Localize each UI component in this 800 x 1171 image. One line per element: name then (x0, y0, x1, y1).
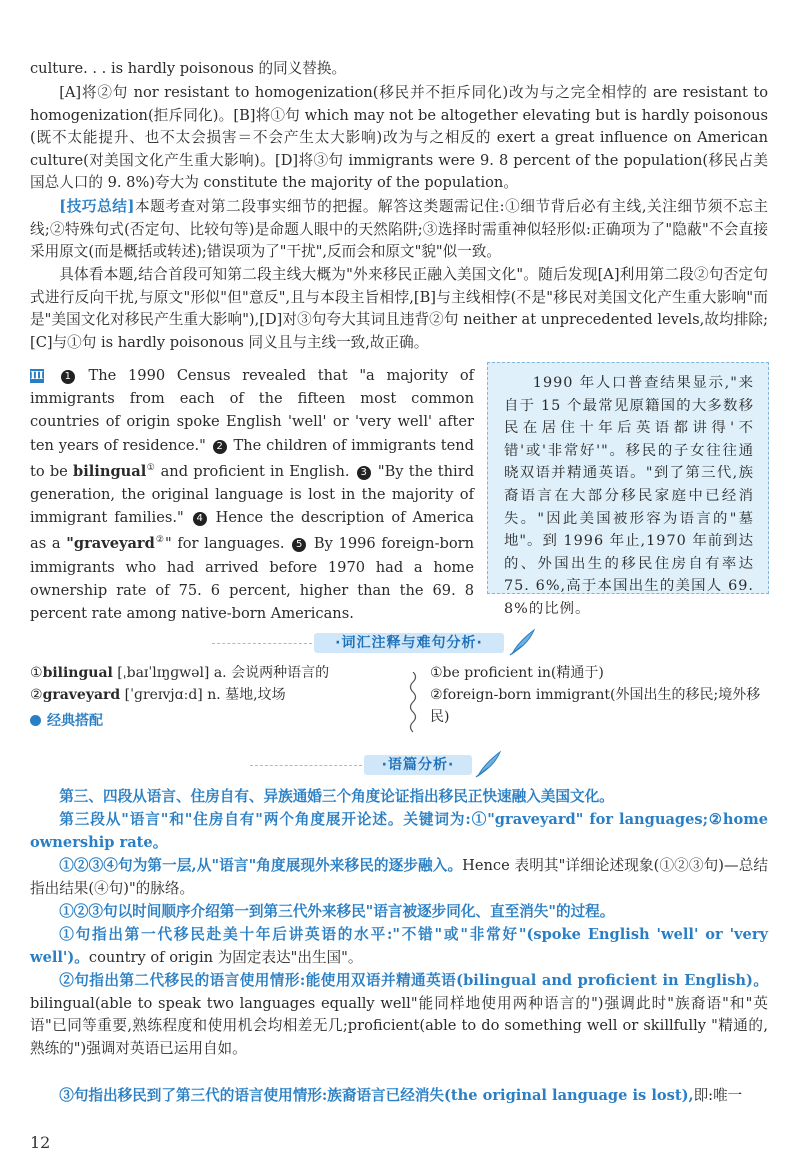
analysis-paragraph-5: ①句指出第一代移民赴美十年后讲英语的水平:"不错"或"非常好"(spoke English 'well' or 'very well')。country of origin 为固定表达"出生国"。 (30, 926, 768, 966)
phrase-entry-1: ①be proficient in(精通于) (430, 665, 604, 681)
passage-paragraph (30, 364, 474, 625)
top-line: culture. . . is hardly poisonous 的同义替换。 (30, 60, 347, 77)
bullet-dot-icon (30, 715, 41, 726)
translation-text: 1990 年人口普查结果显示,"来自于 15 个最常见原籍国的大多数移民在居住十年后英语都讲得'不错'或'非常好'"。移民的子女往往通晓双语并精通英语。"到了第三代,族裔语言在大部分移民家庭中已经消失。"因此美国被形容为语言的"墓地"。到 1996 年止,1970 年前到达的、外国出生的移民住房自有率达 75. 6%,高于本国出生的美国人 69. 8%的比例。 (504, 375, 754, 617)
tip-label: [技巧总结] (59, 198, 135, 215)
analysis-paragraph-7: ③句指出移民到了第三代的语言使用情形:族裔语言已经消失(the original language is lost),即:唯一 (59, 1087, 743, 1104)
sentence-number-5: 5 (292, 538, 306, 552)
phrase-entry-2: ②foreign-born immigrant(外国出生的移民;境外移民) (430, 687, 761, 725)
sentence-number-2: 2 (213, 440, 227, 454)
word-graveyard: "graveyard (66, 535, 155, 553)
footnote-mark-1: ① (146, 462, 156, 473)
page-number: 12 (30, 1133, 51, 1152)
quill-icon (474, 750, 504, 778)
sentence-3: "By the third generation, the original language is lost in the majority of immigrant families." (30, 462, 475, 527)
concrete-analysis-paragraph: 具体看本题,结合首段可知第二段主线大概为"外来移民正融入美国文化"。随后发现[A]利用第二段②句否定句式进行反向干扰,与原文"形似"但"意反",且与本段主旨相悖,[B]与主线相悖(不是"移民对美国文化产生重大影响"而是"美国文化对移民产生重大影响"),[D]对③句夸大其词且违背②句 neither at unprecedented levels,故均排除;[C]与①句 is hardly poisonous 同义且与主线一致,故正确。 (30, 266, 768, 351)
classic-collocation-label: 经典搭配 (30, 710, 103, 730)
sentence-number-1: 1 (61, 370, 75, 384)
sentence-number-4: 4 (193, 512, 207, 526)
sentence-number-3: 3 (357, 466, 371, 480)
analysis-paragraph-3: ①②③④句为第一层,从"语言"角度展现外来移民的逐步融入。Hence 表明其"详细论述现象(①②③句)—总结指出结果(④句)"的脉络。 (30, 857, 769, 897)
word-bilingual: bilingual (73, 462, 147, 480)
tip-text: 本题考查对第二段事实细节的把握。解答这类题需记住:①细节背后必有主线,关注细节须不忘主线;②特殊句式(否定句、比较句等)是命题人眼中的天然陷阱;③选择时需重神似轻形似:正确项为了"隐蔽"不会直接采用原文(而是概括或转述);错误项为了"干扰",反而会和原文"貌"似一致。 (30, 198, 769, 261)
vocab-header-title: ·词汇注释与难句分析· (314, 633, 504, 653)
translation-box (487, 362, 769, 617)
tip-paragraph (30, 196, 768, 264)
vocab-section-header (0, 628, 800, 656)
header-dash-left (212, 643, 312, 644)
option-analysis-paragraph: [A]将②句 nor resistant to homogenization(移民并不拒斥同化)改为与之完全相悖的 are resistant to homogenization(拒斥同化)。[B]将①句 which may not be altogether elevating but is hardly poisonous (既不太能提升、也不太会损害＝不会产生太大影响)改为与之相反的 exert a great influence on American culture(对美国文化产生重大影响)。[D]将③句 immigrants were 9. 8 percent of the population(移民占美国总人口的 9. 8%)夸大为 constitute the majority of the population。 (30, 84, 768, 192)
sentence-1: The 1990 Census revealed that "a majority of immigrants from each of the fifteen most common countries of origin spoke English 'well' or 'very well' after ten years of residence." (30, 367, 475, 454)
analysis-header-title: ·语篇分析· (364, 755, 472, 775)
analysis-paragraph-4: ①②③句以时间顺序介绍第一到第三代外来移民"语言被逐步同化、直至消失"的过程。 (59, 903, 615, 920)
quill-icon (508, 628, 538, 656)
sentence-2a: The children of immigrants tend to be (30, 436, 474, 480)
sentence-2b: and proficient in English. (160, 462, 350, 480)
divider-squiggle (407, 672, 419, 734)
sentence-4a: Hence the description of America as a (30, 509, 475, 553)
analysis-paragraph-6: ②句指出第二代移民的语言使用情形:能使用双语并精通英语(bilingual and proficient in English)。bilingual(able to speak two languages equally well"能同样地使用两种语言的")强调此时"族裔语"和"英语"已同等重要,熟练程度和使用机会均相差无几;proficient(able to do something well or skillfully "精通的,熟练的")强调对英语已运用自如。 (30, 972, 768, 1057)
analysis-paragraph-2: 第三段从"语言"和"住房自有"两个角度展开论述。关键词为:①"graveyard" for languages;②home ownership rate。 (30, 811, 768, 851)
sentence-4b: " for languages. (164, 535, 285, 553)
vocab-entry-graveyard: ②graveyard [ˈɡreɪvjɑːd] n. 墓地,坟场 (30, 687, 286, 703)
phrase-list-right (430, 662, 770, 728)
paragraph-roman-numeral: Ⅲ (30, 369, 44, 382)
vocab-entry-bilingual: ①bilingual [ˌbaɪˈlɪŋɡwəl] a. 会说两种语言的 (30, 665, 330, 681)
header-dash-left (250, 765, 362, 766)
analysis-paragraph-1: 第三、四段从语言、住房自有、异族通婚三个角度论证指出移民正快速融入美国文化。 (59, 788, 614, 805)
analysis-section-header (0, 750, 800, 778)
vocab-list-left (30, 662, 400, 706)
sentence-5: By 1996 foreign-born immigrants who had arrived before 1970 had a home ownership rate of 75. 6 percent, higher than the 69. 8 percent rate among native-born Americans. (30, 535, 475, 623)
footnote-mark-2: ② (154, 535, 165, 546)
